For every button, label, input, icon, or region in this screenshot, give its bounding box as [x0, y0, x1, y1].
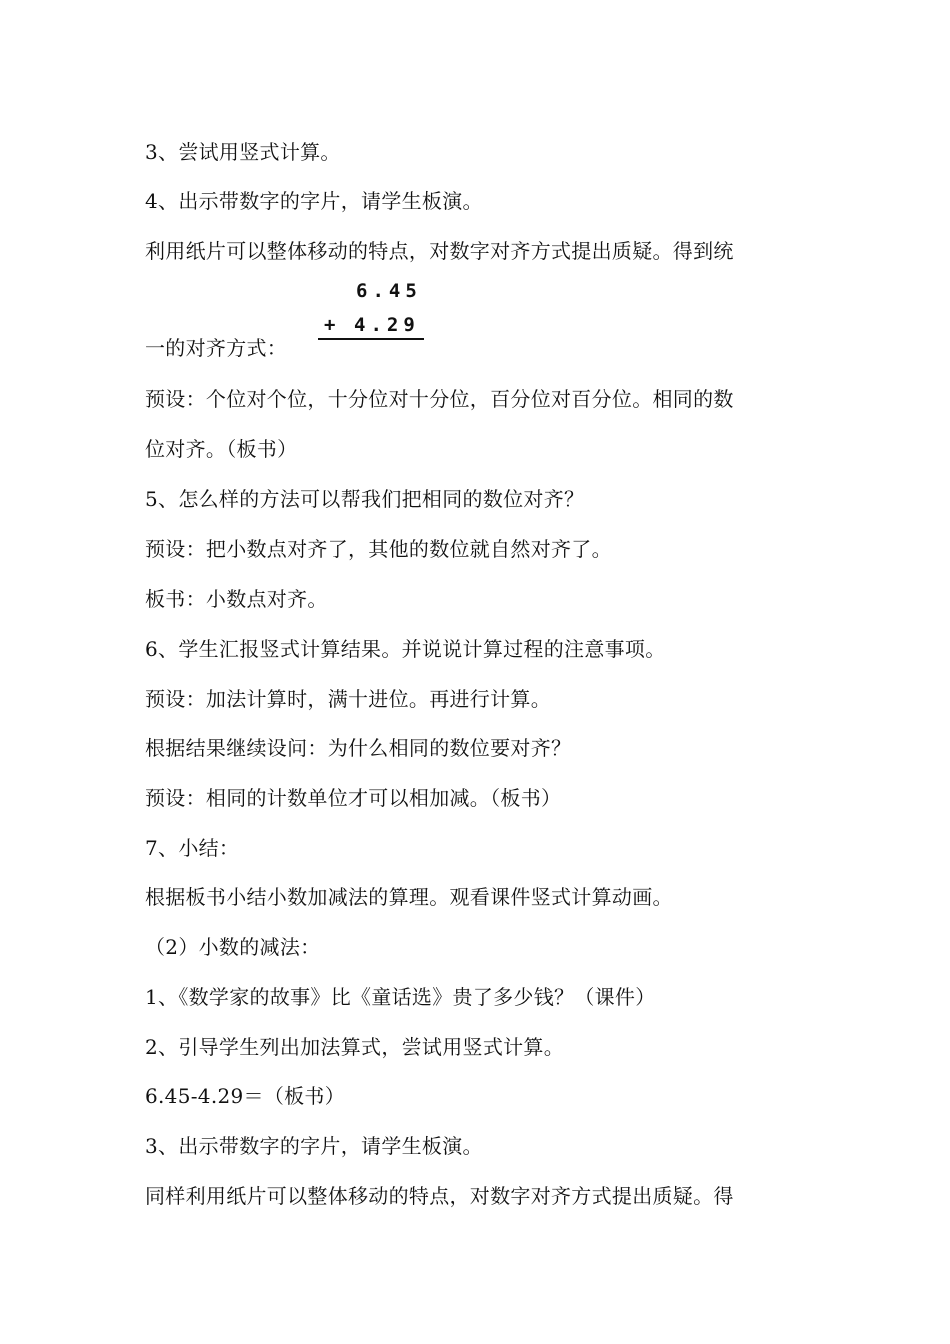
addend-bottom: 4.29 — [354, 314, 420, 336]
text-line: 同样利用纸片可以整体移动的特点，对数字对齐方式提出质疑。得 — [145, 1184, 734, 1208]
text-line: 3、尝试用竖式计算。 — [145, 140, 341, 164]
plus-operator: + — [324, 314, 341, 336]
text-line: 利用纸片可以整体移动的特点，对数字对齐方式提出质疑。得到统 — [145, 239, 734, 263]
text-line: 预设：个位对个位，十分位对十分位，百分位对百分位。相同的数 — [145, 387, 734, 411]
text-line: 6.45-4.29＝（板书） — [145, 1084, 346, 1108]
text-line: 2、引导学生列出加法算式，尝试用竖式计算。 — [145, 1035, 565, 1059]
text-line: 1、《数学家的故事》比《童话选》贵了多少钱？（课件） — [145, 985, 656, 1009]
text-line: 位对齐。（板书） — [145, 437, 298, 461]
text-line: 板书：小数点对齐。 — [145, 587, 328, 611]
text-line: 根据结果继续设问：为什么相同的数位要对齐？ — [145, 736, 572, 760]
text-line: 预设：把小数点对齐了，其他的数位就自然对齐了。 — [145, 537, 612, 561]
text-line: 4、出示带数字的字片，请学生板演。 — [145, 189, 483, 213]
text-line: 预设：相同的计数单位才可以相加减。（板书） — [145, 786, 562, 810]
text-line: 预设：加法计算时，满十进位。再进行计算。 — [145, 687, 551, 711]
text-line: 一的对齐方式： — [145, 336, 288, 360]
text-line: 5、怎么样的方法可以帮我们把相同的数位对齐？ — [145, 487, 585, 511]
addend-top: 6.45 — [356, 280, 422, 302]
text-line: 7、小结： — [145, 836, 240, 860]
text-line: 3、出示带数字的字片，请学生板演。 — [145, 1134, 483, 1158]
text-line: （2）小数的减法： — [145, 935, 321, 959]
text-line: 根据板书小结小数加减法的算理。观看课件竖式计算动画。 — [145, 885, 673, 909]
text-line: 6、学生汇报竖式计算结果。并说说计算过程的注意事项。 — [145, 637, 666, 661]
